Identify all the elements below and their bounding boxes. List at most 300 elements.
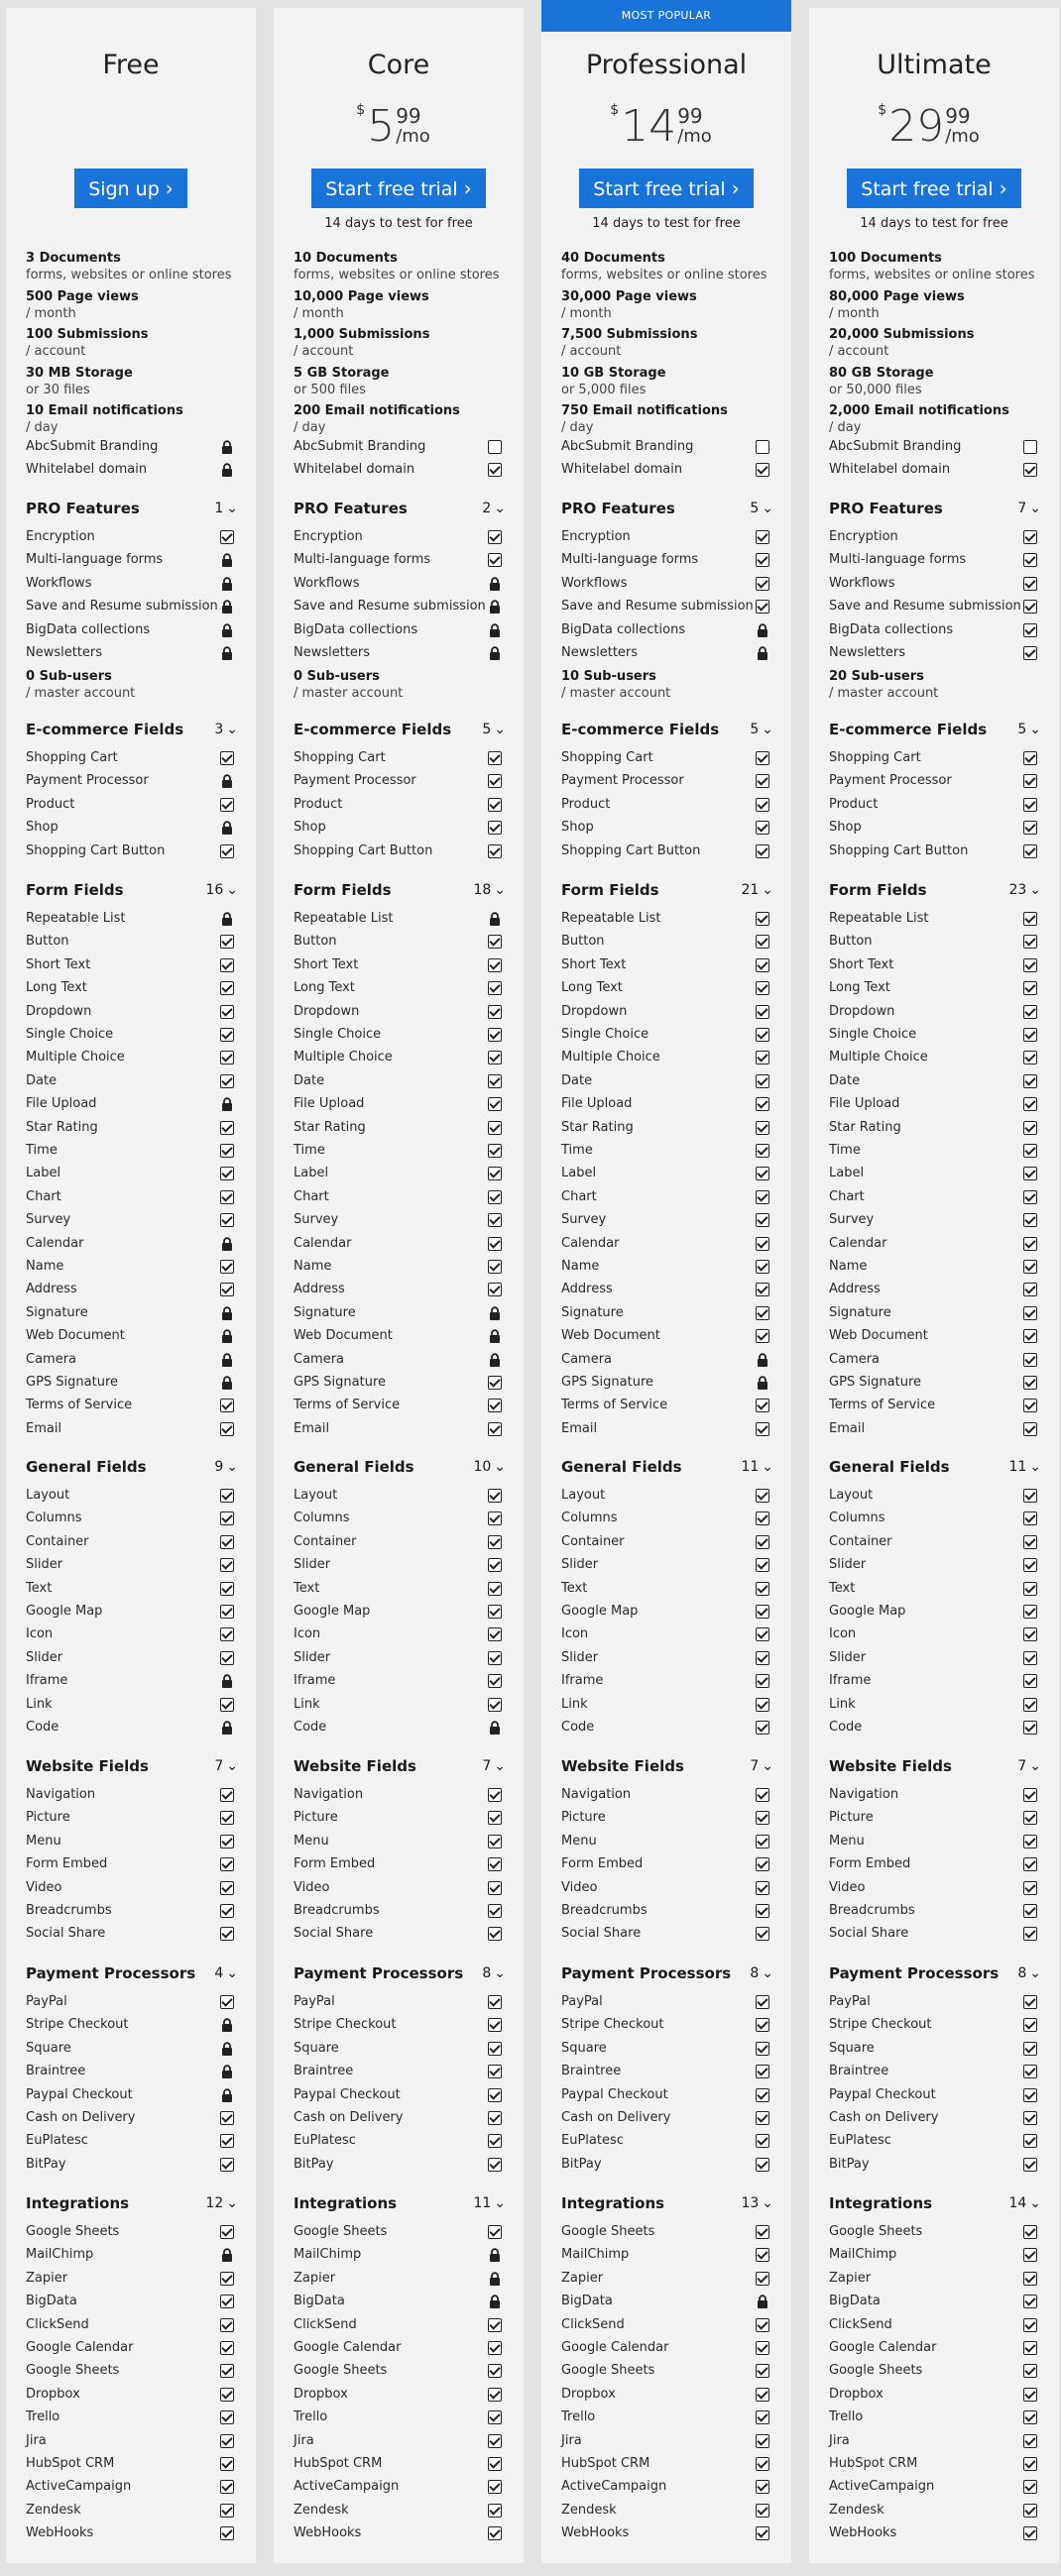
feature-row xyxy=(294,908,506,930)
checked-checkbox xyxy=(488,1881,502,1895)
feature-label: Social Share xyxy=(561,1926,642,1942)
checked-checkbox xyxy=(488,1260,502,1274)
feature-row xyxy=(829,2337,1041,2359)
limit-value: 7,500 Submissions xyxy=(561,327,698,342)
feature-label: Dropbox xyxy=(561,2386,616,2402)
feature-row xyxy=(829,1395,1041,1416)
feature-label: Terms of Service xyxy=(294,1398,401,1413)
feature-label: Dropdown xyxy=(561,1003,628,1019)
checked-checkbox xyxy=(756,2364,769,2378)
feature-row xyxy=(294,794,506,816)
section-header-general[interactable] xyxy=(561,1455,773,1479)
checked-checkbox xyxy=(1023,2410,1037,2424)
checked-checkbox xyxy=(1023,1144,1037,1158)
feature-row xyxy=(26,1670,238,1692)
feature-row xyxy=(294,1554,506,1576)
section-header-general[interactable] xyxy=(26,1455,238,1479)
checked-checkbox xyxy=(488,1005,502,1019)
checked-checkbox xyxy=(1023,821,1037,835)
feature-label: Google Map xyxy=(294,1604,371,1619)
section-count-value: 1 xyxy=(214,501,224,516)
section-title: PRO Features xyxy=(561,500,675,517)
section-header-integrations[interactable] xyxy=(829,2191,1041,2215)
feature-row xyxy=(294,1325,506,1347)
feature-label: Multiple Choice xyxy=(294,1050,393,1065)
feature-label: Button xyxy=(561,934,605,950)
feature-label: Long Text xyxy=(829,980,890,996)
feature-row xyxy=(26,1117,238,1139)
limit-value: 10 Email notifications xyxy=(26,403,183,418)
section-header-form[interactable] xyxy=(829,878,1041,902)
feature-row xyxy=(829,1001,1041,1023)
feature-row xyxy=(26,2314,238,2336)
section-header-pro[interactable] xyxy=(294,497,506,520)
feature-label: Menu xyxy=(561,1833,597,1848)
price-amount: 29 xyxy=(888,101,945,152)
checked-checkbox xyxy=(756,1881,769,1895)
checked-checkbox xyxy=(488,1422,502,1436)
plan-limit xyxy=(294,402,506,436)
feature-label: Picture xyxy=(26,1810,70,1826)
chevron-right-icon: › xyxy=(999,176,1007,200)
feature-row xyxy=(294,1624,506,1645)
feature-row xyxy=(294,817,506,839)
feature-label: Newsletters xyxy=(26,645,103,660)
lock-icon xyxy=(220,821,234,835)
section-header-form[interactable] xyxy=(26,878,238,902)
section-header-pro[interactable] xyxy=(829,497,1041,520)
section-title: Payment Processors xyxy=(561,1964,732,1982)
feature-row xyxy=(561,1256,773,1278)
checked-checkbox xyxy=(220,2434,234,2448)
feature-row xyxy=(294,1717,506,1738)
feature-row xyxy=(26,1302,238,1324)
feature-label: Link xyxy=(26,1696,53,1712)
feature-row xyxy=(561,1784,773,1806)
limit-value: 80,000 Page views xyxy=(829,288,965,304)
checked-checkbox xyxy=(1023,1698,1037,1712)
feature-label: Encryption xyxy=(294,529,363,544)
feature-row xyxy=(294,1163,506,1184)
feature-row xyxy=(294,1302,506,1324)
feature-row xyxy=(294,2084,506,2106)
section-count xyxy=(750,718,773,741)
feature-row xyxy=(26,2038,238,2060)
checked-checkbox xyxy=(1023,774,1037,788)
section-header-form[interactable] xyxy=(294,878,506,902)
feature-label: HubSpot CRM xyxy=(294,2456,383,2471)
section-header-form[interactable] xyxy=(561,878,773,902)
feature-row xyxy=(294,1853,506,1875)
feature-label: Google Map xyxy=(829,1604,906,1619)
checked-checkbox xyxy=(220,1927,234,1941)
checked-checkbox xyxy=(1023,1213,1037,1227)
checked-checkbox xyxy=(756,1811,769,1825)
checked-checkbox xyxy=(220,1512,234,1525)
section-header-payment[interactable] xyxy=(829,1961,1041,1985)
section-title: PRO Features xyxy=(294,500,408,517)
checked-checkbox xyxy=(756,1535,769,1549)
start-free-trial-button[interactable] xyxy=(579,168,753,208)
feature-row xyxy=(294,2130,506,2152)
checked-checkbox xyxy=(488,2042,502,2056)
feature-row xyxy=(829,2268,1041,2290)
section-header-pro[interactable] xyxy=(561,497,773,520)
feature-row xyxy=(561,1694,773,1716)
checked-checkbox xyxy=(1023,1995,1037,2009)
feature-label: File Upload xyxy=(26,1096,97,1112)
section-count-value: 12 xyxy=(205,2195,224,2211)
checked-checkbox xyxy=(488,1489,502,1503)
checked-checkbox xyxy=(1023,2504,1037,2518)
section-header-payment[interactable] xyxy=(561,1961,773,1985)
feature-label: Google Sheets xyxy=(829,2363,923,2379)
limit-unit: or 30 files xyxy=(26,382,90,397)
feature-label: Icon xyxy=(561,1626,589,1642)
feature-label: Form Embed xyxy=(294,1856,376,1872)
feature-row xyxy=(294,596,506,617)
section-header-payment[interactable] xyxy=(26,1961,238,1985)
feature-row xyxy=(294,2476,506,2498)
checked-checkbox xyxy=(756,2457,769,2471)
section-header-website[interactable] xyxy=(829,1754,1041,1778)
feature-row xyxy=(294,840,506,862)
feature-row xyxy=(26,2107,238,2129)
feature-label: Google Sheets xyxy=(561,2363,655,2379)
section-header-website[interactable] xyxy=(294,1754,506,1778)
checked-checkbox xyxy=(756,1121,769,1135)
feature-label: Survey xyxy=(26,1212,71,1228)
feature-row xyxy=(561,2291,773,2312)
section-header-integrations[interactable] xyxy=(561,2191,773,2215)
empty-checkbox xyxy=(488,440,502,454)
section-count-value: 5 xyxy=(750,501,760,516)
feature-label: Product xyxy=(561,796,611,812)
limit-value: 10 Sub-users xyxy=(561,669,656,685)
section-header-integrations[interactable] xyxy=(294,2191,506,2215)
feature-label: Chart xyxy=(294,1188,329,1204)
feature-label: Code xyxy=(561,1720,595,1735)
feature-row xyxy=(561,2084,773,2106)
feature-row xyxy=(829,1093,1041,1115)
feature-label: Save and Resume submission xyxy=(26,599,218,615)
checked-checkbox xyxy=(488,1788,502,1802)
feature-row xyxy=(294,2107,506,2129)
feature-label: Camera xyxy=(26,1351,77,1367)
feature-label: Trello xyxy=(829,2409,864,2425)
section-count-value: 10 xyxy=(473,1459,492,1475)
feature-label: Zendesk xyxy=(294,2502,349,2518)
feature-row xyxy=(561,1923,773,1945)
feature-row xyxy=(829,1508,1041,1529)
checked-checkbox xyxy=(1023,1260,1037,1274)
feature-label: Zendesk xyxy=(829,2502,884,2518)
price-amount: 5 xyxy=(367,101,396,152)
feature-label: Google Sheets xyxy=(829,2224,923,2239)
feature-row xyxy=(829,2154,1041,2176)
feature-label: Form Embed xyxy=(829,1856,911,1872)
checked-checkbox xyxy=(1023,1005,1037,1019)
feature-row xyxy=(561,2038,773,2060)
checked-checkbox xyxy=(488,1698,502,1712)
section-title: E-commerce Fields xyxy=(294,721,452,738)
feature-label: Code xyxy=(294,1720,327,1735)
section-header-website[interactable] xyxy=(561,1754,773,1778)
feature-row xyxy=(561,2407,773,2428)
sign-up-button[interactable] xyxy=(74,168,187,208)
checked-checkbox xyxy=(488,774,502,788)
start-free-trial-button[interactable] xyxy=(847,168,1020,208)
checked-checkbox xyxy=(1023,2295,1037,2308)
checked-checkbox xyxy=(488,2225,502,2239)
limit-unit: or 50,000 files xyxy=(829,382,922,397)
feature-row xyxy=(26,2384,238,2406)
checked-checkbox xyxy=(488,1651,502,1665)
feature-label: Navigation xyxy=(26,1787,96,1802)
feature-row xyxy=(561,1508,773,1529)
feature-row xyxy=(829,2500,1041,2521)
checked-checkbox xyxy=(488,1144,502,1158)
feature-label: Stripe Checkout xyxy=(829,2017,932,2033)
feature-label: Multi-language forms xyxy=(26,552,164,568)
feature-row xyxy=(829,2291,1041,2312)
section-header-integrations[interactable] xyxy=(26,2191,238,2215)
chevron-down-icon: ⌄ xyxy=(226,2195,238,2211)
lock-icon xyxy=(220,463,234,477)
price-amount: 14 xyxy=(621,101,677,152)
feature-row xyxy=(561,840,773,862)
feature-row xyxy=(294,931,506,952)
feature-row xyxy=(829,2244,1041,2266)
section-header-website[interactable] xyxy=(26,1754,238,1778)
checked-checkbox xyxy=(1023,623,1037,637)
feature-label: Google Sheets xyxy=(26,2363,120,2379)
feature-row xyxy=(829,2107,1041,2129)
feature-row xyxy=(561,1578,773,1600)
feature-row xyxy=(561,596,773,617)
feature-label: Time xyxy=(26,1143,58,1158)
checked-checkbox xyxy=(220,1260,234,1274)
feature-row xyxy=(26,794,238,816)
checked-checkbox xyxy=(756,1329,769,1343)
price-period: /mo xyxy=(677,126,712,147)
feature-label: Whitelabel domain xyxy=(561,462,683,478)
section-count xyxy=(214,1455,238,1479)
section-count xyxy=(1008,2191,1041,2215)
checked-checkbox xyxy=(488,981,502,995)
checked-checkbox xyxy=(488,1835,502,1848)
section-count xyxy=(473,2191,506,2215)
checked-checkbox xyxy=(1023,2225,1037,2239)
checked-checkbox xyxy=(488,1213,502,1227)
lock-icon xyxy=(220,912,234,926)
section-header-general[interactable] xyxy=(829,1455,1041,1479)
trial-note: 14 days to test for free xyxy=(324,216,473,231)
checked-checkbox xyxy=(1023,2042,1037,2056)
feature-label: MailChimp xyxy=(26,2247,94,2263)
feature-label: Signature xyxy=(829,1304,891,1320)
lock-icon xyxy=(488,600,502,614)
section-header-payment[interactable] xyxy=(294,1961,506,1985)
feature-label: Payment Processor xyxy=(829,773,952,789)
checked-checkbox xyxy=(756,1399,769,1412)
chevron-right-icon: › xyxy=(165,176,174,200)
checked-checkbox xyxy=(756,2248,769,2262)
feature-row xyxy=(294,770,506,792)
limit-unit: / master account xyxy=(26,686,136,702)
feature-label: Navigation xyxy=(829,1787,899,1802)
feature-row xyxy=(26,977,238,999)
checked-checkbox xyxy=(220,1121,234,1135)
feature-label: Breadcrumbs xyxy=(26,1903,112,1918)
section-title: Integrations xyxy=(561,2194,665,2212)
feature-row xyxy=(26,1325,238,1347)
feature-row xyxy=(26,747,238,769)
feature-row xyxy=(561,2014,773,2036)
feature-label: Multi-language forms xyxy=(829,552,967,568)
lock-icon xyxy=(220,1674,234,1688)
feature-row xyxy=(294,526,506,548)
feature-label: Multi-language forms xyxy=(561,552,699,568)
feature-row xyxy=(561,549,773,571)
feature-row xyxy=(294,1647,506,1669)
plan-limit xyxy=(294,668,506,702)
section-count xyxy=(1008,878,1041,902)
feature-label: Paypal Checkout xyxy=(26,2086,133,2102)
checked-checkbox xyxy=(220,1028,234,1042)
feature-row xyxy=(829,1256,1041,1278)
checked-checkbox xyxy=(1023,958,1037,972)
checked-checkbox xyxy=(220,1283,234,1296)
plan-price xyxy=(809,97,1059,157)
feature-row xyxy=(561,1372,773,1394)
feature-label: Picture xyxy=(829,1810,874,1826)
feature-row xyxy=(561,1163,773,1184)
feature-label: Container xyxy=(294,1533,357,1549)
section-count xyxy=(205,2191,238,2215)
feature-label: Repeatable List xyxy=(26,911,126,926)
feature-row xyxy=(294,1395,506,1416)
feature-row xyxy=(294,549,506,571)
feature-row xyxy=(294,2038,506,2060)
checked-checkbox xyxy=(756,2526,769,2540)
plan-limit xyxy=(26,326,238,360)
checked-checkbox xyxy=(220,1213,234,1227)
feature-row xyxy=(829,817,1041,839)
limit-value: 30,000 Page views xyxy=(561,288,697,304)
checked-checkbox xyxy=(488,1995,502,2009)
feature-label: Text xyxy=(561,1580,588,1596)
checked-checkbox xyxy=(488,1857,502,1871)
feature-label: Workflows xyxy=(294,575,360,591)
feature-row xyxy=(26,1900,238,1922)
limit-unit: / day xyxy=(294,420,326,435)
lock-icon xyxy=(488,1721,502,1735)
lock-icon xyxy=(220,1329,234,1343)
feature-row xyxy=(829,1554,1041,1576)
feature-row xyxy=(294,1601,506,1623)
plan-limit xyxy=(829,250,1041,283)
chevron-down-icon: ⌄ xyxy=(762,1758,773,1774)
feature-row xyxy=(26,1279,238,1300)
feature-row xyxy=(561,2522,773,2544)
section-header-general[interactable] xyxy=(294,1455,506,1479)
feature-label: Paypal Checkout xyxy=(561,2086,668,2102)
feature-row xyxy=(294,1578,506,1600)
feature-label: Save and Resume submission xyxy=(561,599,754,615)
feature-row xyxy=(26,459,238,481)
feature-row xyxy=(26,1349,238,1371)
checked-checkbox xyxy=(488,2134,502,2148)
feature-label: Camera xyxy=(294,1351,345,1367)
checked-checkbox xyxy=(1023,1904,1037,1918)
checked-checkbox xyxy=(220,2134,234,2148)
checked-checkbox xyxy=(1023,1422,1037,1436)
feature-label: ActiveCampaign xyxy=(294,2479,400,2495)
feature-label: Star Rating xyxy=(561,1119,634,1135)
start-free-trial-button[interactable] xyxy=(311,168,485,208)
section-header-ecommerce[interactable] xyxy=(829,718,1041,741)
chevron-down-icon: ⌄ xyxy=(1029,722,1041,737)
section-header-ecommerce[interactable] xyxy=(26,718,238,741)
checked-checkbox xyxy=(488,2088,502,2102)
feature-label: Zapier xyxy=(829,2270,872,2286)
feature-row xyxy=(561,1093,773,1115)
checked-checkbox xyxy=(220,1051,234,1064)
plan-limit xyxy=(26,402,238,436)
checked-checkbox xyxy=(1023,1927,1037,1941)
feature-row xyxy=(561,1001,773,1023)
section-header-pro[interactable] xyxy=(26,497,238,520)
feature-row xyxy=(561,2061,773,2082)
checked-checkbox xyxy=(756,1097,769,1111)
lock-icon xyxy=(220,2248,234,2262)
feature-label: AbcSubmit Branding xyxy=(561,439,694,454)
checked-checkbox xyxy=(220,2457,234,2471)
section-count-value: 2 xyxy=(482,501,492,516)
feature-row xyxy=(294,2154,506,2176)
checked-checkbox xyxy=(1023,2480,1037,2494)
feature-row xyxy=(26,1554,238,1576)
feature-label: BigData xyxy=(294,2294,345,2309)
feature-label: Menu xyxy=(294,1833,329,1848)
checked-checkbox xyxy=(1023,1627,1037,1641)
lock-icon xyxy=(488,577,502,591)
checked-checkbox xyxy=(220,1605,234,1619)
feature-row xyxy=(829,596,1041,617)
plan-limit xyxy=(26,250,238,283)
limit-unit: / account xyxy=(829,344,889,359)
feature-label: Short Text xyxy=(294,956,359,972)
lock-icon xyxy=(220,2088,234,2102)
chevron-down-icon: ⌄ xyxy=(494,722,506,737)
checked-checkbox xyxy=(756,1627,769,1641)
checked-checkbox xyxy=(756,981,769,995)
plan-limit xyxy=(561,250,773,283)
feature-label: Braintree xyxy=(294,2064,354,2079)
section-count-value: 16 xyxy=(205,882,224,898)
feature-label: Menu xyxy=(829,1833,865,1848)
feature-row xyxy=(829,954,1041,976)
chevron-down-icon: ⌄ xyxy=(762,722,773,737)
section-header-ecommerce[interactable] xyxy=(294,718,506,741)
checked-checkbox xyxy=(756,1051,769,1064)
feature-row xyxy=(561,1853,773,1875)
button-label: Sign up xyxy=(88,178,160,200)
section-header-ecommerce[interactable] xyxy=(561,718,773,741)
feature-row xyxy=(561,817,773,839)
feature-row xyxy=(26,770,238,792)
